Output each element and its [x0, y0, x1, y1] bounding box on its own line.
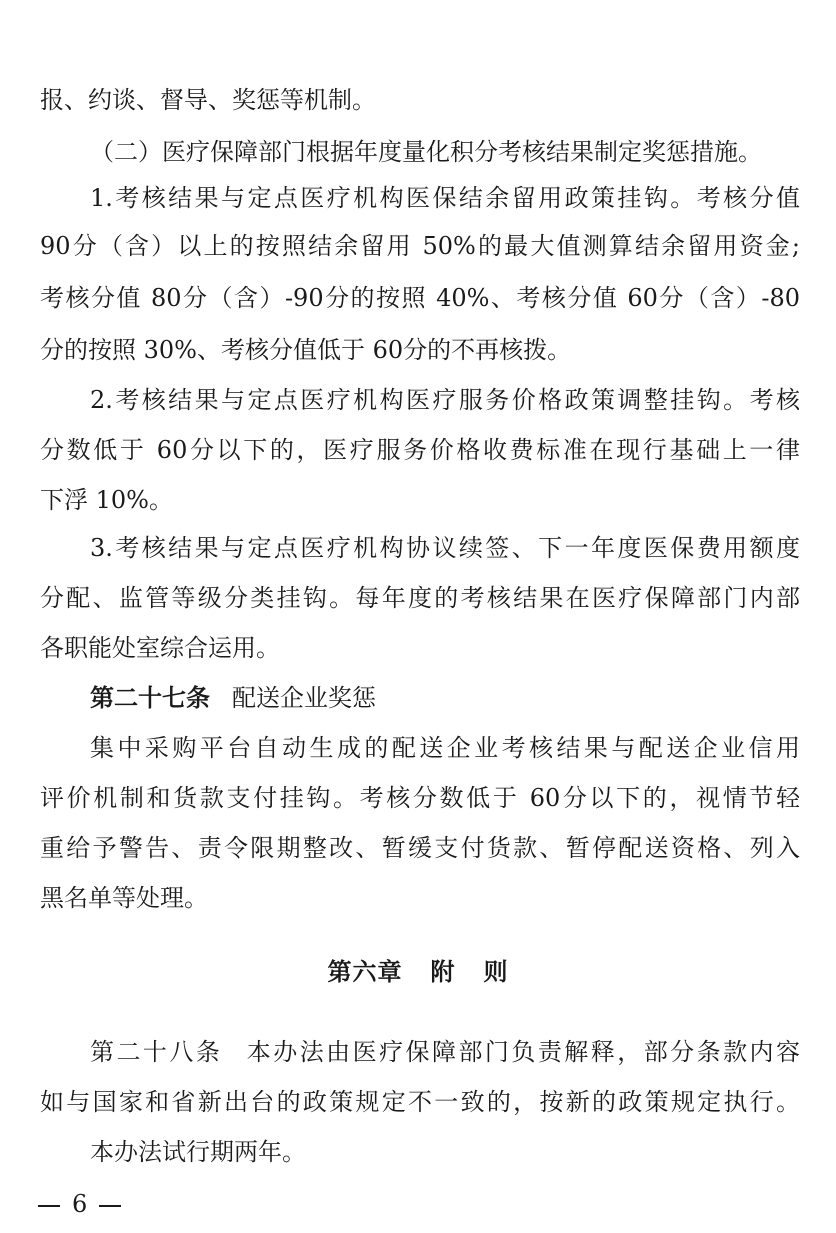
paragraph-line: 重给予警告、责令限期整改、暂缓支付货款、暂停配送资格、列入	[40, 834, 800, 862]
page-number	[38, 1188, 121, 1220]
article-27-title: 配送企业奖惩	[232, 684, 376, 712]
paragraph-line: （二）医疗保障部门根据年度量化积分考核结果制定奖惩措施。	[90, 138, 762, 166]
paragraph-line: 分的按照 30%、考核分值低于 60分的不再核拨。	[40, 336, 572, 364]
chapter-title-b: 则	[483, 957, 509, 986]
article-28-first-line	[90, 1036, 800, 1068]
paragraph-line: 黑名单等处理。	[40, 884, 208, 912]
paragraph-line: 分配、监管等级分类挂钩。每年度的考核结果在医疗保障部门内部	[40, 584, 800, 612]
paragraph-line: 90分（含）以上的按照结余留用 50%的最大值测算结余留用资金;	[40, 232, 800, 260]
chapter-title-a: 附	[430, 957, 456, 986]
paragraph-line: 本办法试行期两年。	[90, 1138, 306, 1166]
paragraph-line: 报、约谈、督导、奖惩等机制。	[40, 86, 376, 114]
chapter-heading	[0, 956, 836, 988]
paragraph-line: 评价机制和货款支付挂钩。考核分数低于 60分以下的，视情节轻	[40, 784, 800, 812]
article-28-number: 第二十八条	[90, 1038, 223, 1066]
chapter-number: 第六章	[327, 957, 403, 986]
paragraph-line: 各职能处室综合运用。	[40, 634, 280, 662]
article-27-number: 第二十七条	[90, 683, 210, 712]
paragraph-line: 考核分值 80分（含）-90分的按照 40%、考核分值 60分（含）-80	[40, 284, 800, 312]
paragraph-line: 下浮 10%。	[40, 486, 173, 514]
article-28-text: 本办法由医疗保障部门负责解释，部分条款内容	[244, 1038, 801, 1066]
paragraph-line: 集中采购平台自动生成的配送企业考核结果与配送企业信用	[90, 734, 800, 762]
dash-left	[38, 1205, 60, 1207]
page-number-value: 6	[72, 1190, 88, 1218]
paragraph-line: 1.考核结果与定点医疗机构医保结余留用政策挂钩。考核分值	[90, 184, 800, 212]
paragraph-line: 分数低于 60分以下的，医疗服务价格收费标准在现行基础上一律	[40, 436, 800, 464]
dash-right	[99, 1205, 121, 1207]
paragraph-line: 3.考核结果与定点医疗机构协议续签、下一年度医保费用额度	[90, 534, 800, 562]
paragraph-line: 如与国家和省新出台的政策规定不一致的，按新的政策规定执行。	[40, 1088, 800, 1116]
article-27-heading	[90, 682, 800, 714]
paragraph-line: 2.考核结果与定点医疗机构医疗服务价格政策调整挂钩。考核	[90, 386, 800, 414]
